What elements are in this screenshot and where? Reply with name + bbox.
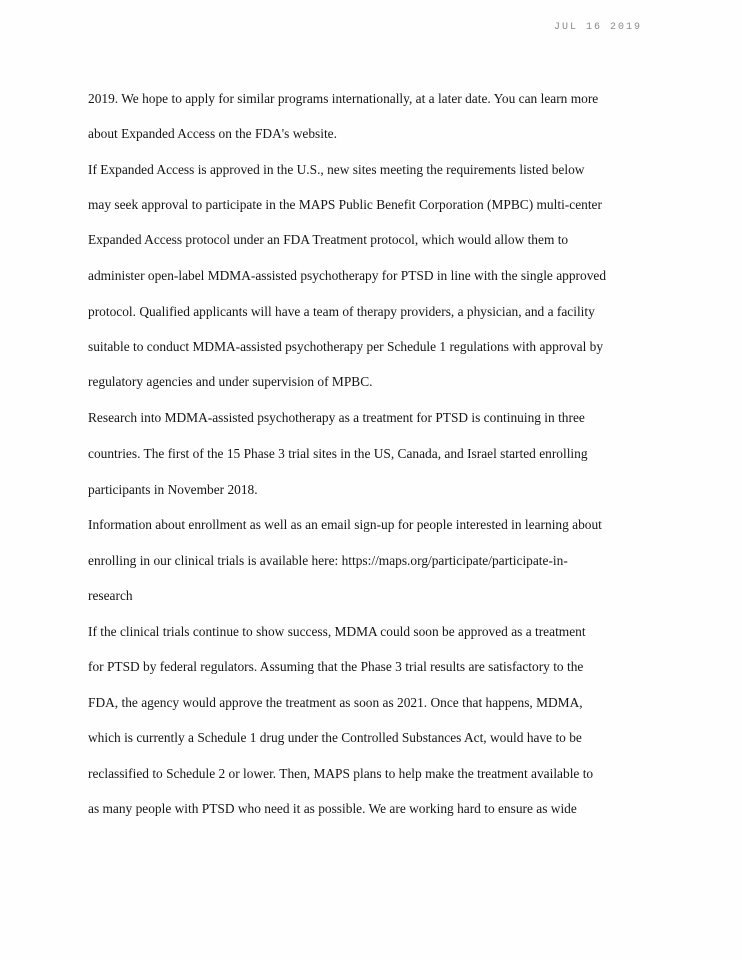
body-line: research: [88, 588, 133, 603]
body-line: If the clinical trials continue to show success, MDMA could soon be approved as a treatment: [88, 624, 586, 639]
body-line: reclassified to Schedule 2 or lower. Then, MAPS plans to help make the treatment available to: [88, 766, 594, 781]
body-line: administer open-label MDMA-assisted psychotherapy for PTSD in line with the single approved: [88, 268, 607, 283]
body-line: enrolling in our clinical trials is available here: https://maps.org/participate/participate-in-: [88, 553, 568, 568]
body-line: Expanded Access protocol under an FDA Treatment protocol, which would allow them to: [88, 232, 569, 247]
body-line: as many people with PTSD who need it as possible. We are working hard to ensure as wide: [88, 801, 577, 816]
body-line: Information about enrollment as well as an email sign-up for people interested in learning about: [88, 517, 602, 532]
body-line: which is currently a Schedule 1 drug under the Controlled Substances Act, would have to be: [88, 730, 582, 745]
body-line: regulatory agencies and under supervision of MPBC.: [88, 374, 373, 389]
body-line: suitable to conduct MDMA-assisted psychotherapy per Schedule 1 regulations with approval by: [88, 339, 604, 354]
body-line: If Expanded Access is approved in the U.S., new sites meeting the requirements listed below: [88, 162, 585, 177]
body-line: participants in November 2018.: [88, 482, 258, 497]
body-line: FDA, the agency would approve the treatment as soon as 2021. Once that happens, MDMA,: [88, 695, 583, 710]
body-line: countries. The first of the 15 Phase 3 trial sites in the US, Canada, and Israel started enrolling: [88, 446, 588, 461]
date-stamp: JUL 16 2019: [553, 22, 642, 33]
body-line: for PTSD by federal regulators. Assuming that the Phase 3 trial results are satisfactory to the: [88, 659, 584, 674]
body-line: Research into MDMA-assisted psychotherapy as a treatment for PTSD is continuing in three: [88, 410, 585, 425]
body-line: may seek approval to participate in the MAPS Public Benefit Corporation (MPBC) multi-center: [88, 197, 602, 212]
body-line: 2019. We hope to apply for similar programs internationally, at a later date. You can learn more: [88, 91, 599, 106]
body-line: protocol. Qualified applicants will have a team of therapy providers, a physician, and a facility: [88, 304, 595, 319]
body-line: about Expanded Access on the FDA's website.: [88, 126, 337, 141]
